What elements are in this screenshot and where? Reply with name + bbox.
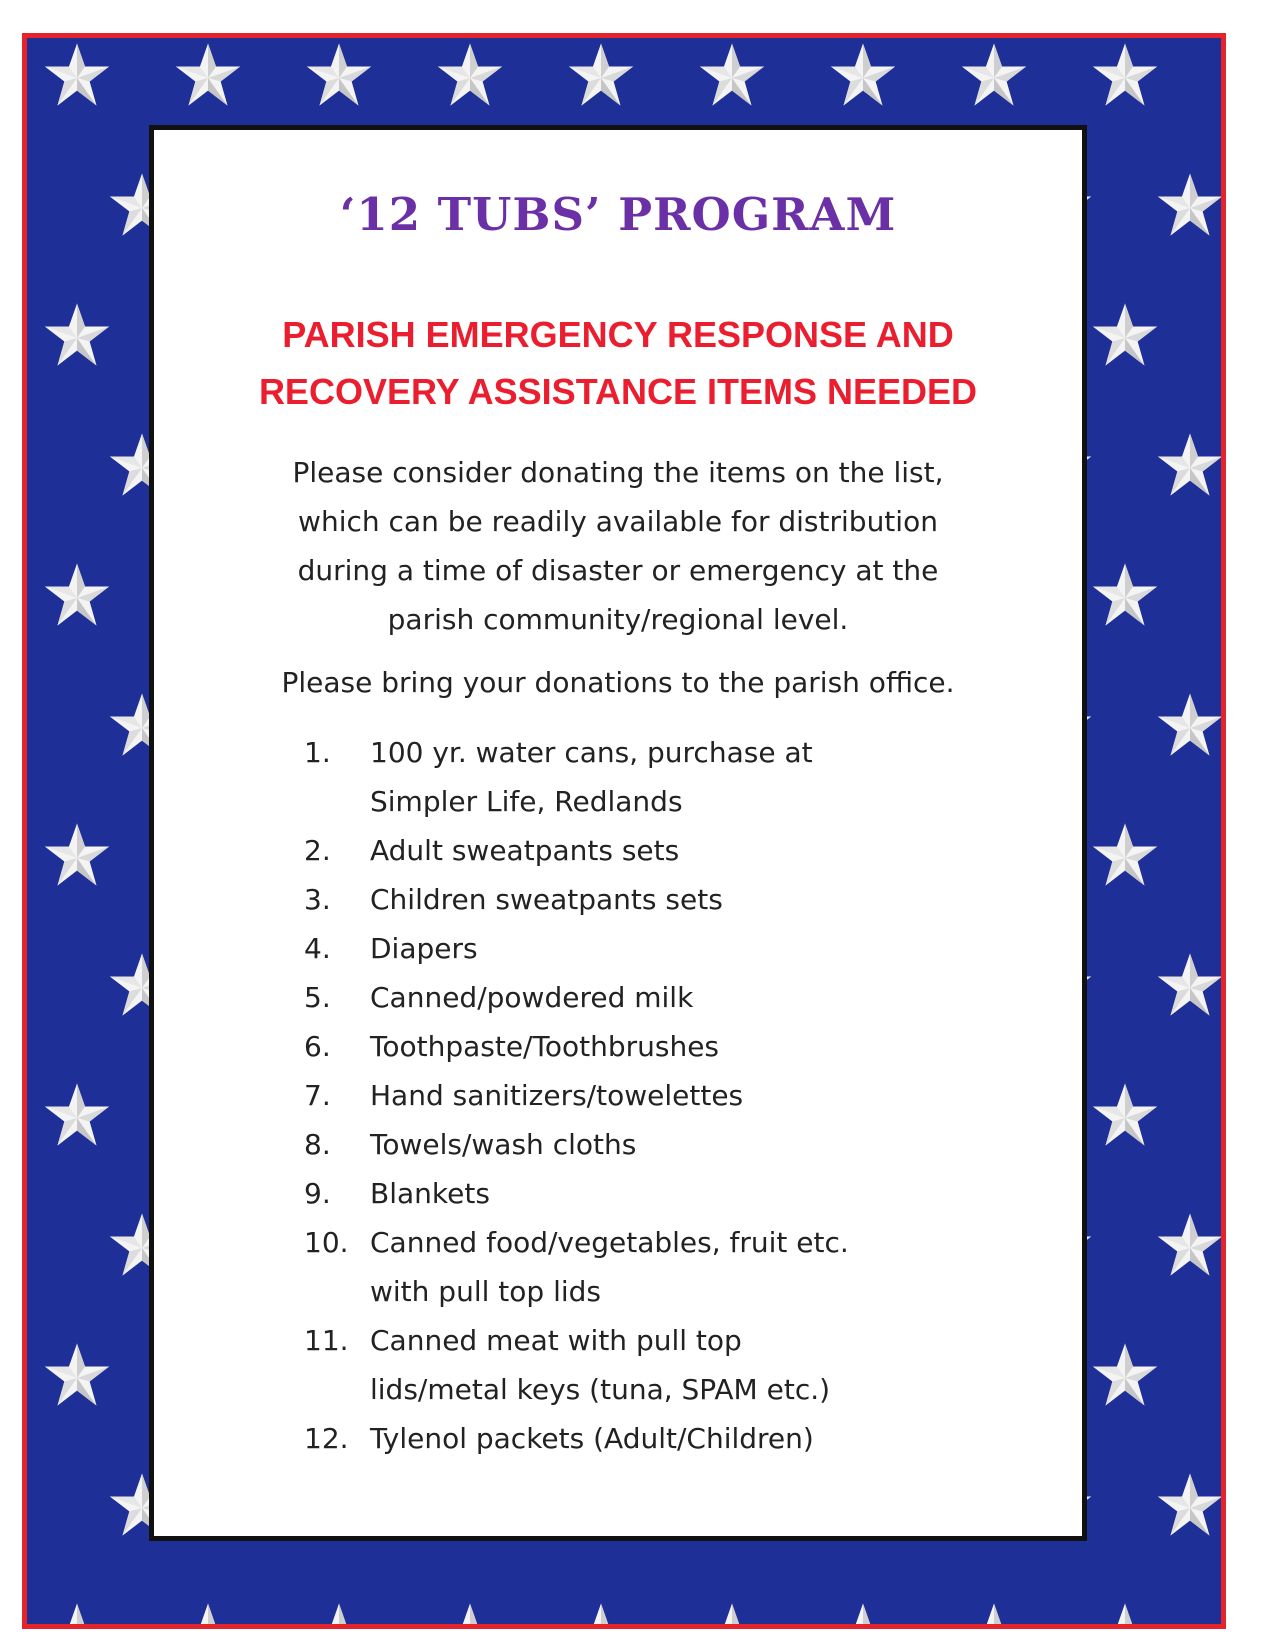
- item-text: [370, 1218, 1024, 1316]
- needed-items-list: [304, 728, 1024, 1463]
- item-number: 2.: [304, 834, 331, 867]
- item-number: 7.: [304, 1079, 331, 1112]
- intro-line: which can be readily available for distribution: [298, 505, 938, 538]
- item-text-line: Children sweatpants sets: [370, 883, 723, 916]
- item-text: [370, 1022, 1024, 1071]
- star-icon: [700, 1604, 764, 1625]
- star-icon: [307, 44, 371, 106]
- star-icon: [45, 1604, 109, 1625]
- star-icon: [700, 44, 764, 106]
- star-icon: [438, 44, 502, 106]
- item-text: [370, 924, 1024, 973]
- item-text: [370, 1071, 1024, 1120]
- program-title: ‘12 TUBS’ PROGRAM: [339, 188, 897, 241]
- item-number: 8.: [304, 1128, 331, 1161]
- list-item: [304, 1169, 1024, 1218]
- item-text-line: Blankets: [370, 1177, 490, 1210]
- star-icon: [176, 44, 240, 106]
- subtitle-line: RECOVERY ASSISTANCE ITEMS NEEDED: [258, 371, 978, 412]
- list-item: [304, 973, 1024, 1022]
- donation-instruction: Please bring your donations to the parish office.: [281, 666, 955, 699]
- item-number: 1.: [304, 736, 331, 769]
- subtitle: [154, 306, 1082, 420]
- item-number: 4.: [304, 932, 331, 965]
- star-icon: [1158, 954, 1221, 1016]
- star-icon: [569, 1604, 633, 1625]
- star-icon: [1158, 1214, 1221, 1276]
- item-text-line: with pull top lids: [370, 1275, 601, 1308]
- star-icon: [831, 1604, 895, 1625]
- item-text: [370, 875, 1024, 924]
- list-item: [304, 875, 1024, 924]
- star-icon: [176, 1604, 240, 1625]
- list-item: [304, 924, 1024, 973]
- item-text-line: Tylenol packets (Adult/Children): [370, 1422, 814, 1455]
- item-text: [370, 1169, 1024, 1218]
- item-text-line: Simpler Life, Redlands: [370, 785, 683, 818]
- star-icon: [831, 44, 895, 106]
- flyer-frame: [22, 33, 1226, 1629]
- item-number: 5.: [304, 981, 331, 1014]
- item-number: 12.: [304, 1422, 349, 1455]
- star-icon: [1093, 1344, 1157, 1406]
- star-icon: [1093, 564, 1157, 626]
- star-icon: [45, 1344, 109, 1406]
- list-item: [304, 1120, 1024, 1169]
- star-icon: [307, 1604, 371, 1625]
- star-icon: [45, 1084, 109, 1146]
- intro-paragraph: [194, 448, 1042, 644]
- star-icon: [1093, 1604, 1157, 1625]
- list-item: [304, 728, 1024, 826]
- item-text: [370, 728, 1024, 826]
- item-text-line: 100 yr. water cans, purchase at: [370, 736, 813, 769]
- star-icon: [45, 564, 109, 626]
- content-panel: [149, 125, 1087, 1541]
- star-icon: [569, 44, 633, 106]
- star-icon: [45, 824, 109, 886]
- star-icon: [1158, 434, 1221, 496]
- star-icon: [1158, 694, 1221, 756]
- star-icon: [1093, 44, 1157, 106]
- star-icon: [962, 44, 1026, 106]
- star-icon: [1093, 304, 1157, 366]
- item-text: [370, 1316, 1024, 1414]
- list-item: [304, 1022, 1024, 1071]
- star-icon: [45, 304, 109, 366]
- star-icon: [1158, 174, 1221, 236]
- star-icon: [438, 1604, 502, 1625]
- item-text-line: Adult sweatpants sets: [370, 834, 680, 867]
- item-number: 11.: [304, 1324, 349, 1357]
- star-icon: [1093, 824, 1157, 886]
- item-number: 3.: [304, 883, 331, 916]
- item-text-line: Toothpaste/Toothbrushes: [370, 1030, 720, 1063]
- item-text-line: Towels/wash cloths: [370, 1128, 637, 1161]
- intro-line: parish community/regional level.: [387, 603, 849, 636]
- item-number: 9.: [304, 1177, 331, 1210]
- item-text-line: Canned food/vegetables, fruit etc.: [370, 1226, 849, 1259]
- subtitle-line: PARISH EMERGENCY RESPONSE AND: [282, 314, 954, 355]
- item-text: [370, 826, 1024, 875]
- item-text-line: Hand sanitizers/towelettes: [370, 1079, 744, 1112]
- list-item: [304, 1316, 1024, 1414]
- star-icon: [1093, 1084, 1157, 1146]
- item-text-line: Canned/powdered milk: [370, 981, 694, 1014]
- list-item: [304, 1071, 1024, 1120]
- intro-line: Please consider donating the items on the list,: [292, 456, 944, 489]
- list-item: [304, 826, 1024, 875]
- star-icon: [962, 1604, 1026, 1625]
- item-number: 10.: [304, 1226, 349, 1259]
- item-text: [370, 1414, 1024, 1463]
- item-text-line: Canned meat with pull top: [370, 1324, 742, 1357]
- item-text: [370, 973, 1024, 1022]
- list-item: [304, 1218, 1024, 1316]
- item-text-line: lids/metal keys (tuna, SPAM etc.): [370, 1373, 831, 1406]
- list-item: [304, 1414, 1024, 1463]
- intro-line: during a time of disaster or emergency at the: [297, 554, 939, 587]
- item-number: 6.: [304, 1030, 331, 1063]
- item-text-line: Diapers: [370, 932, 478, 965]
- star-icon: [45, 44, 109, 106]
- item-text: [370, 1120, 1024, 1169]
- star-icon: [1158, 1474, 1221, 1536]
